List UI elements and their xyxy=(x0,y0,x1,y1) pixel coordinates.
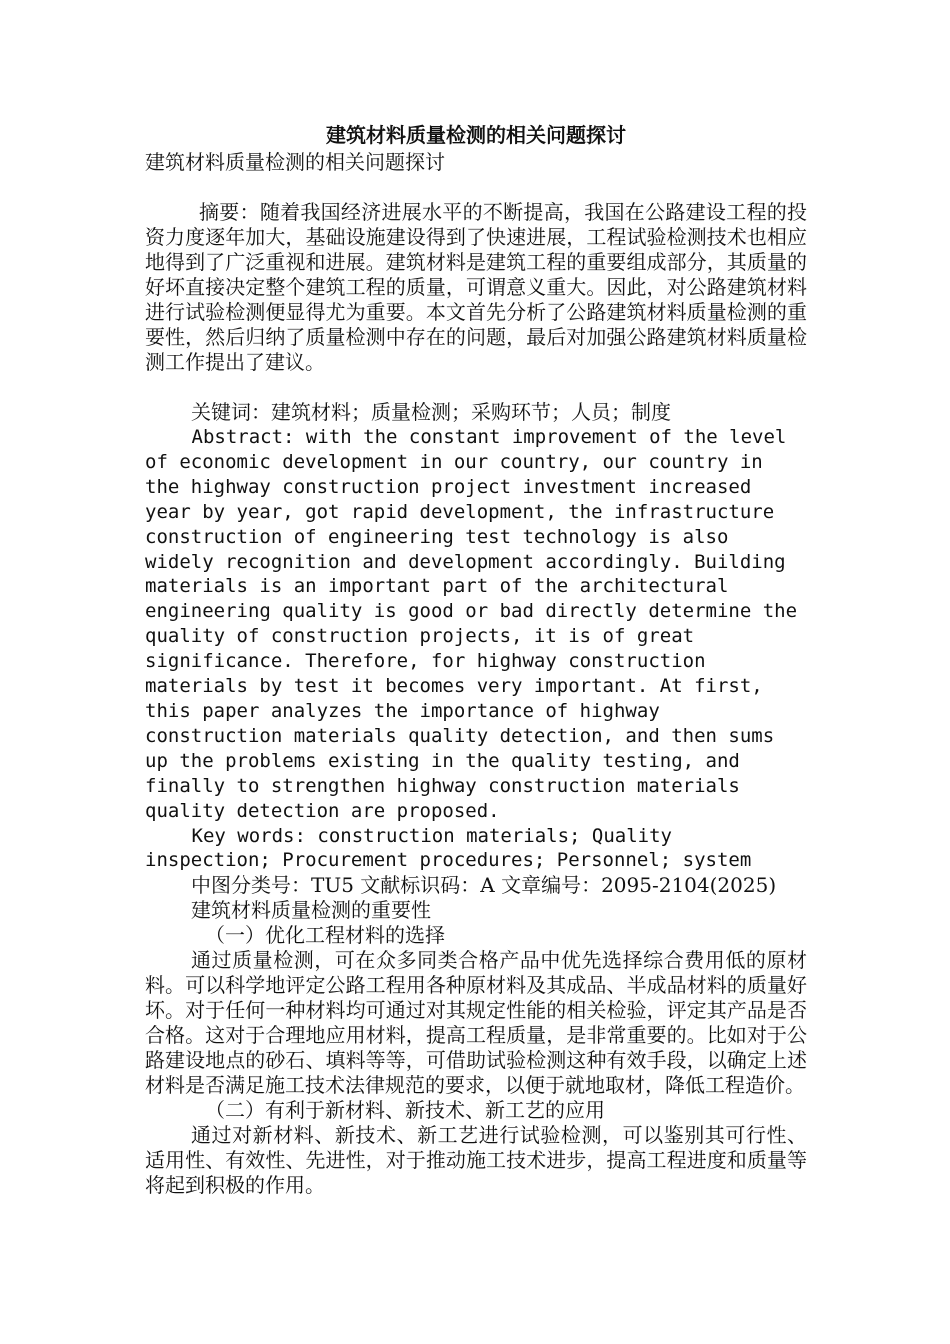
keywords-english: Key words: construction materials; Quality inspection; Procurement procedures; Personnel; system xyxy=(145,824,752,872)
document-title: 建筑材料质量检测的相关问题探讨 xyxy=(326,123,626,147)
subsection-heading-1: （一）优化工程材料的选择 xyxy=(205,923,445,948)
keywords-chinese: 关键词：建筑材料；质量检测；采购环节；人员；制度 xyxy=(191,400,671,424)
subsection-body-2: 通过对新材料、新技术、新工艺进行试验检测，可以鉴别其可行性、适用性、有效性、先进性，对于推动施工技术进步，提高工程进度和质量等将起到积极的作用。 xyxy=(145,1123,807,1198)
subsection-body-1: 通过质量检测，可在众多同类合格产品中优先选择综合费用低的原材料。可以科学地评定公路工程用各种原材料及其成品、半成品材料的质量好坏。对于任何一种材料均可通过对其规定性能的相关检验，评定其产品是否合格。这对于合理地应用材料，提高工程质量，是非常重要的。比如对于公路建设地点的砂石、填料等等，可借助试验检测这种有效手段，以确定上述材料是否满足施工技术法律规范的要求，以便于就地取材，降低工程造价。 xyxy=(145,948,807,1098)
abstract-chinese: 摘要：随着我国经济进展水平的不断提高，我国在公路建设工程的投资力度逐年加大，基础设施建设得到了快速进展，工程试验检测技术也相应地得到了广泛重视和进展。建筑材料是建筑工程的重要组成部分，其质量的好坏直接决定整个建筑工程的质量，可谓意义重大。因此，对公路建筑材料进行试验检测便显得尤为重要。本文首先分析了公路建筑材料质量检测的重要性，然后归纳了质量检测中存在的问题，最后对加强公路建筑材料质量检测工作提出了建议。 xyxy=(145,200,807,374)
blank-line xyxy=(145,375,807,400)
section-heading: 建筑材料质量检测的重要性 xyxy=(191,898,431,923)
document-subtitle: 建筑材料质量检测的相关问题探讨 xyxy=(145,150,445,174)
abstract-english: Abstract: with the constant improvement of the level of economic development in our country, our country in the highway construction project investment increased year by year, got rapid development, the infrastructure construction of engineering test technology is also widely recognition and development accordingly. Building materials is an important part of the architectural engineering quality is good or bad directly determine the quality of construction projects, it is of great significance. Therefore, for highway construction materials by test it becomes very important. At first, this paper analyzes the importance of highway construction materials quality detection, and then sums up the problems existing in the quality testing, and finally to strengthen highway construction materials quality detection are proposed. xyxy=(145,426,798,822)
subsection-heading-2: （二）有利于新材料、新技术、新工艺的应用 xyxy=(205,1098,605,1123)
classification-line: 中图分类号：TU5 文献标识码：A 文章编号：2095-2104(2025) xyxy=(191,873,777,898)
document-page xyxy=(145,122,807,1198)
blank-line xyxy=(145,175,807,200)
